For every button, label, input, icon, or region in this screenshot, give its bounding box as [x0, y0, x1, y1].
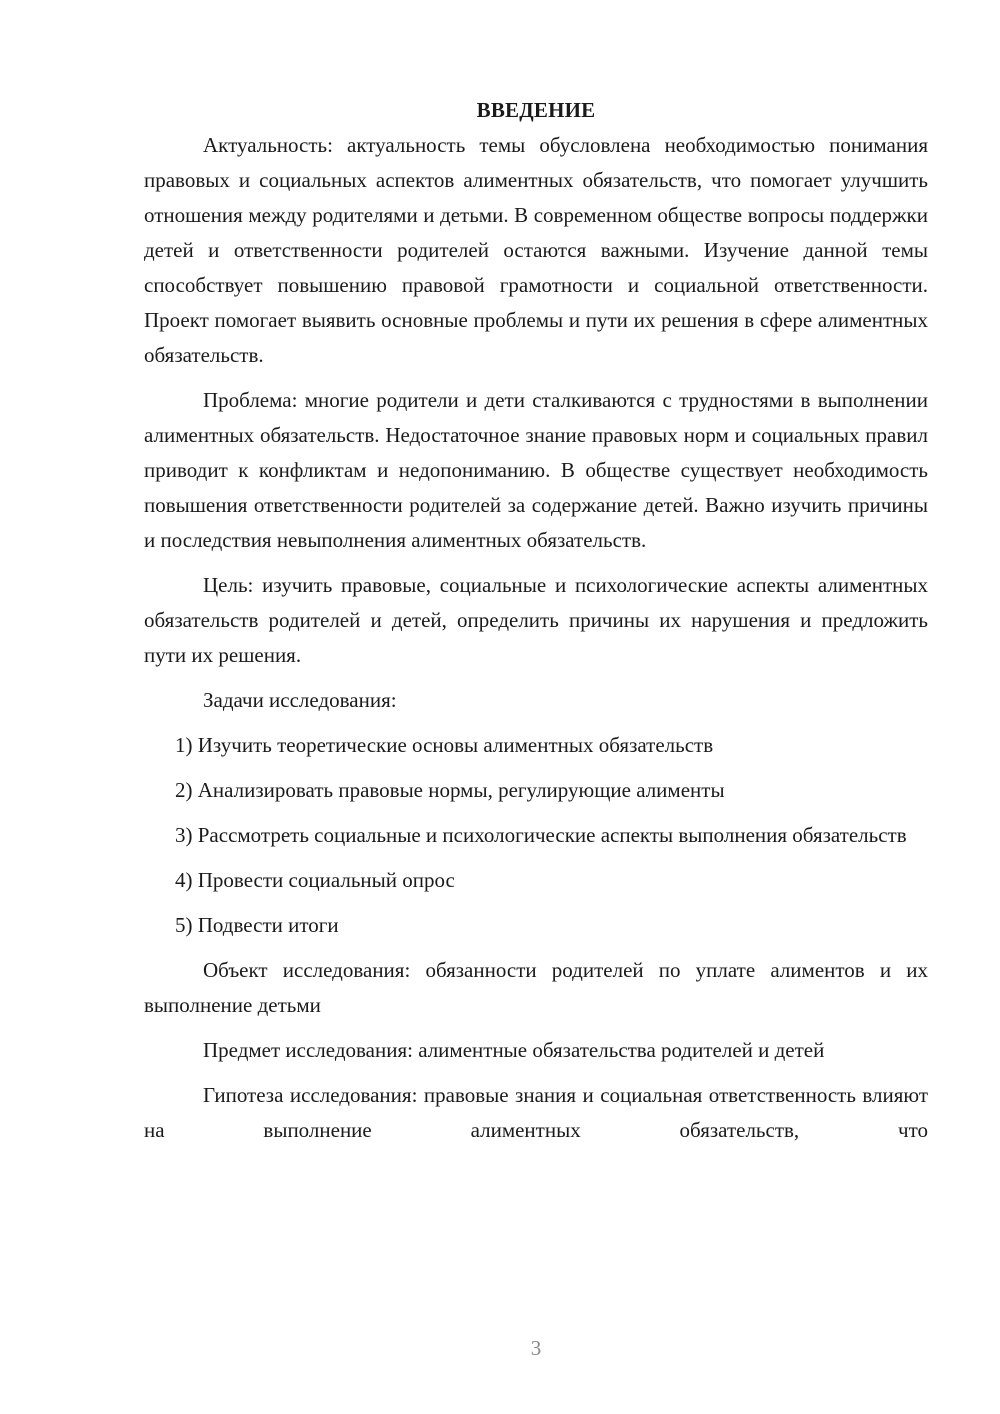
task-item-2: 2) Анализировать правовые нормы, регулирующие алименты: [175, 778, 725, 802]
paragraph-relevance: Актуальность: актуальность темы обусловлена необходимостью понимания правовых и социальных аспектов алиментных обязательств, что помогает улучшить отношения между родителями и детьми. В современном обществе вопросы поддержки детей и ответственности родителей остаются важными. Изучение данной темы способствует повышению правовой грамотности и социальной ответственности. Проект помогает выявить основные проблемы и пути их решения в сфере алиментных обязательств.: [144, 133, 928, 367]
paragraph-object: Объект исследования: обязанности родителей по уплате алиментов и их выполнение детьми: [144, 958, 928, 1017]
task-item-4: 4) Провести социальный опрос: [175, 868, 455, 892]
task-item-5: 5) Подвести итоги: [175, 913, 339, 937]
task-item-1: 1) Изучить теоретические основы алиментных обязательств: [175, 733, 714, 757]
paragraph-hypothesis: Гипотеза исследования: правовые знания и социальная ответственность влияют на выполнение алиментных обязательств, что: [144, 1083, 928, 1142]
tasks-heading: Задачи исследования:: [203, 688, 397, 712]
paragraph-subject: Предмет исследования: алиментные обязательства родителей и детей: [203, 1038, 825, 1062]
task-item-3: 3) Рассмотреть социальные и психологические аспекты выполнения обязательств: [175, 823, 907, 847]
page-number: 3: [530, 1336, 542, 1360]
paragraph-problem: Проблема: многие родители и дети сталкиваются с трудностями в выполнении алиментных обязательств. Недостаточное знание правовых норм и социальных правил приводит к конфликтам и недопониманию. В обществе существует необходимость повышения ответственности родителей за содержание детей. Важно изучить причины и последствия невыполнения алиментных обязательств.: [144, 388, 928, 552]
document-title: ВВЕДЕНИЕ: [476, 98, 596, 122]
document-page: [144, 96, 928, 1158]
paragraph-goal: Цель: изучить правовые, социальные и психологические аспекты алиментных обязательств родителей и детей, определить причины их нарушения и предложить пути их решения.: [144, 573, 928, 667]
